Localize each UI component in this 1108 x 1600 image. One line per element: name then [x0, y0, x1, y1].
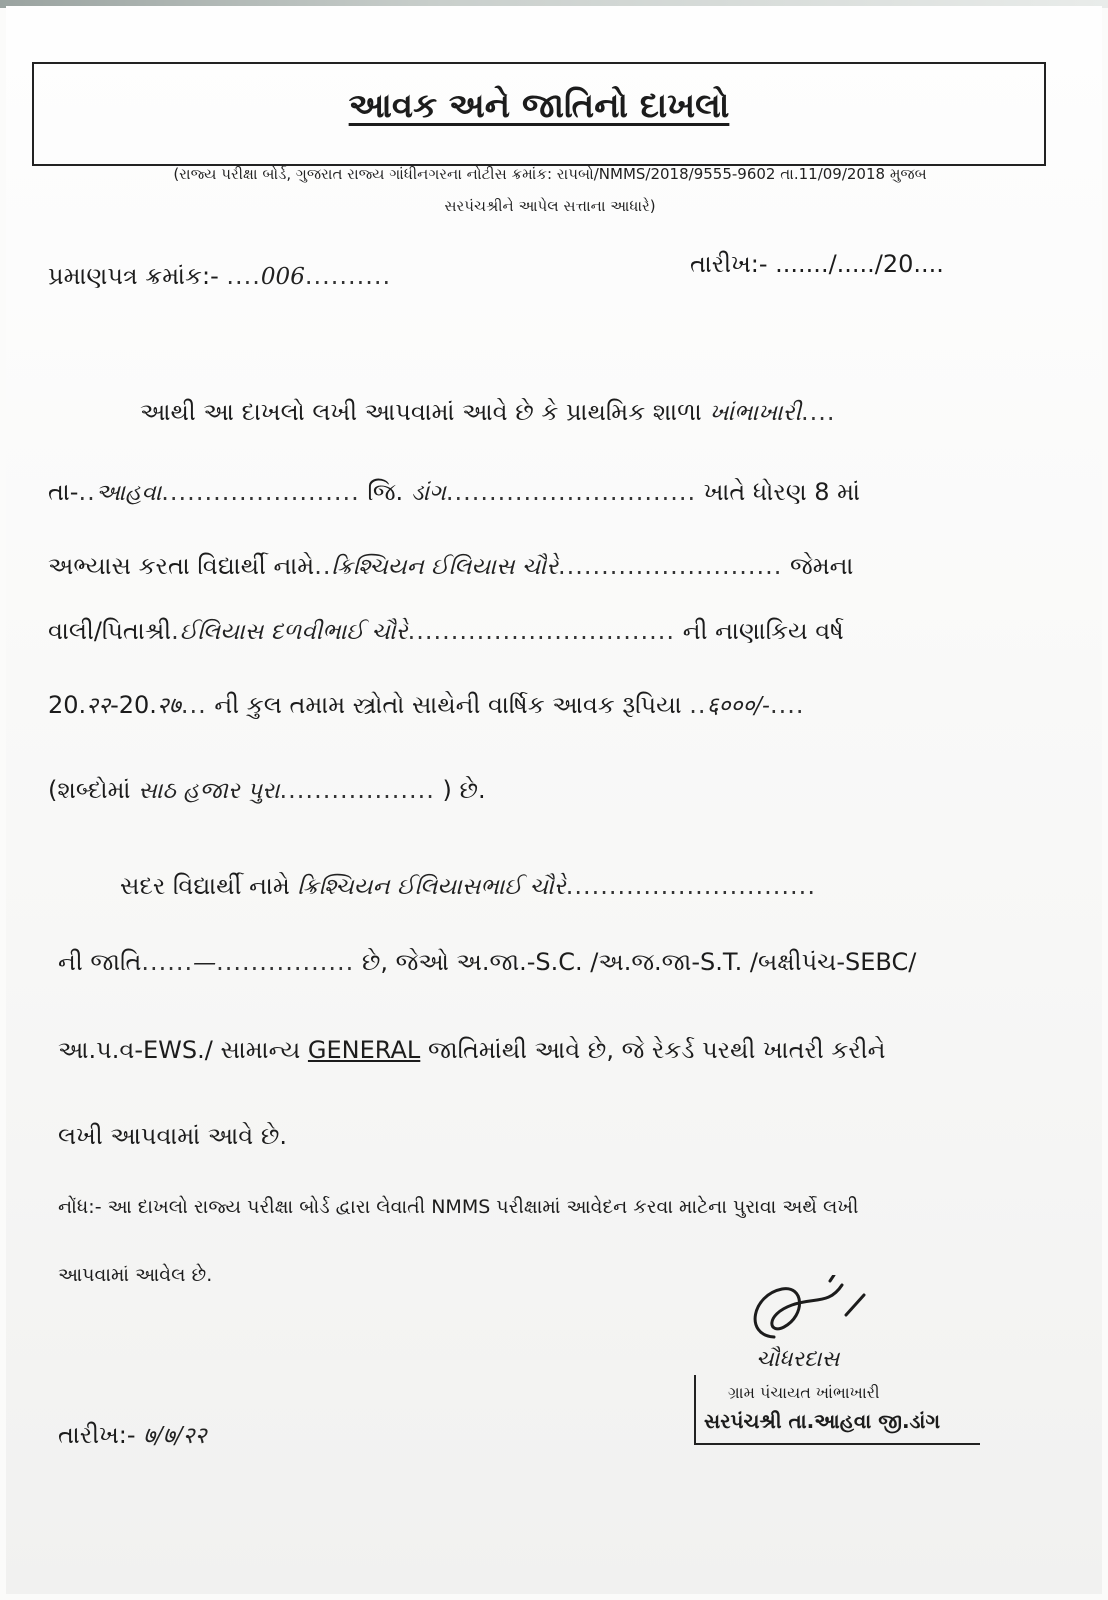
signature-scribble: [734, 1275, 884, 1355]
income-amount: ६०००/-: [706, 693, 770, 719]
year-to: २७: [156, 693, 181, 719]
income-in-words: સાઠ હજાર પુરા: [138, 778, 280, 804]
body-line-7: સદર વિદ્યાર્થી નામે ક્રિશ્ચિયન ઈલિયાસભાઈ ચૌરે.............................: [120, 872, 816, 900]
body-line-9: આ.પ.વ-EWS./ સામાન્ય GENERAL જાતિમાંથી આવે છે, જે રેકર્ડ પરથી ખાતરી કરીને: [58, 1036, 886, 1064]
body-line-8: ની જાતિ......—................ છે, જેઓ અ.જા.-S.C. /અ.જ.જા-S.T. /બક્ષીપંચ-SEBC/: [58, 948, 917, 976]
authority-note-line2: સરપંચશ્રીને આપેલ સત્તાના આધારે): [444, 197, 656, 215]
category-general: GENERAL: [307, 1036, 421, 1064]
taluka: આહવા: [95, 480, 162, 506]
body-line-10: લખી આપવામાં આવે છે.: [58, 1122, 288, 1150]
caste-value: —: [193, 950, 217, 976]
year-from: २२: [86, 693, 111, 719]
issue-date-value: ७/७/२२: [143, 1423, 207, 1449]
issue-date: [58, 1418, 207, 1450]
signatory-name: ચૌધરદાસ: [756, 1347, 840, 1372]
certificate-title: આવક અને જાતિનો દાખલો: [348, 86, 730, 126]
body-line-5: 20.२२-20.२७... ની કુલ તમામ સ્ત્રોતો સાથેની વાર્ષિક આવક રૂપિયા ..६०००/-....: [48, 691, 805, 719]
title-box: [32, 62, 1046, 166]
issue-date-label: તારીખ:-: [58, 1421, 136, 1449]
stamp-line1: ગ્રામ પંચાયત ખાંભાખારી: [728, 1383, 880, 1402]
body-line-6: (શબ્દોમાં સાઠ હજાર પુરા.................. ) છે.: [48, 776, 486, 804]
certificate-number-value: 006: [260, 264, 305, 290]
student-name-repeat: ક્રિશ્ચિયન ઈલિયાસભાઈ ચૌરે: [297, 874, 566, 900]
certificate-date: તારીખ:- ......./...../20....: [690, 250, 944, 278]
student-name: ક્રિશ્ચિયન ઈલિયાસ ચૌરે: [331, 554, 558, 580]
certificate-number-label: પ્રમાણપત્ર ક્રમાંક:-: [48, 262, 219, 290]
authority-note-line1: (રાજ્ય પરીક્ષા બોર્ડ, ગુજરાત રાજ્ય ગાંધીનગરના નોટીસ ક્રમાંક: રાપબો/NMMS/2018/9555-9602 તા.11/09/2018 મુજબ: [173, 165, 927, 183]
signature-block: [694, 1275, 984, 1455]
district: ડાંગ: [410, 480, 446, 506]
sarpanch-stamp: [694, 1375, 980, 1445]
certificate-number-row: પ્રમાણપત્ર ક્રમાંક:- ....006..........: [48, 262, 392, 290]
body-line-3: અભ્યાસ કરતા વિદ્યાર્થી નામે..ક્રિશ્ચિયન ઈલિયાસ ચૌરે.......................... જેમના: [48, 552, 854, 580]
body-line-2: તા-..આહવા....................... જિ. ડાંગ............................. ખાતે ધોરણ 8 માં: [48, 478, 861, 506]
school-name: ખાંભાખારી: [709, 400, 802, 426]
note-line1: નોંધ:- આ દાખલો રાજ્ય પરીક્ષા બોર્ડ દ્વારા લેવાતી NMMS પરીક્ષામાં આવેદન કરવા માટેના પુરાવા અર્થે લખી: [58, 1196, 859, 1218]
father-name: ઈલિયાસ દળવીભાઈ ચૌરે: [179, 619, 408, 645]
body-line-1: આથી આ દાખલો લખી આપવામાં આવે છે કે પ્રાથમિક શાળા ખાંભાખારી....: [140, 398, 836, 426]
stamp-line2: સરપંચશ્રી તા.આહવા જી.ડાંગ: [704, 1409, 941, 1433]
note-line2: આપવામાં આવેલ છે.: [58, 1264, 213, 1286]
body-line-4: વાલી/પિતાશ્રી.ઈલિયાસ દળવીભાઈ ચૌરે............................... ની નાણાકિય વર્ષ: [48, 617, 844, 645]
